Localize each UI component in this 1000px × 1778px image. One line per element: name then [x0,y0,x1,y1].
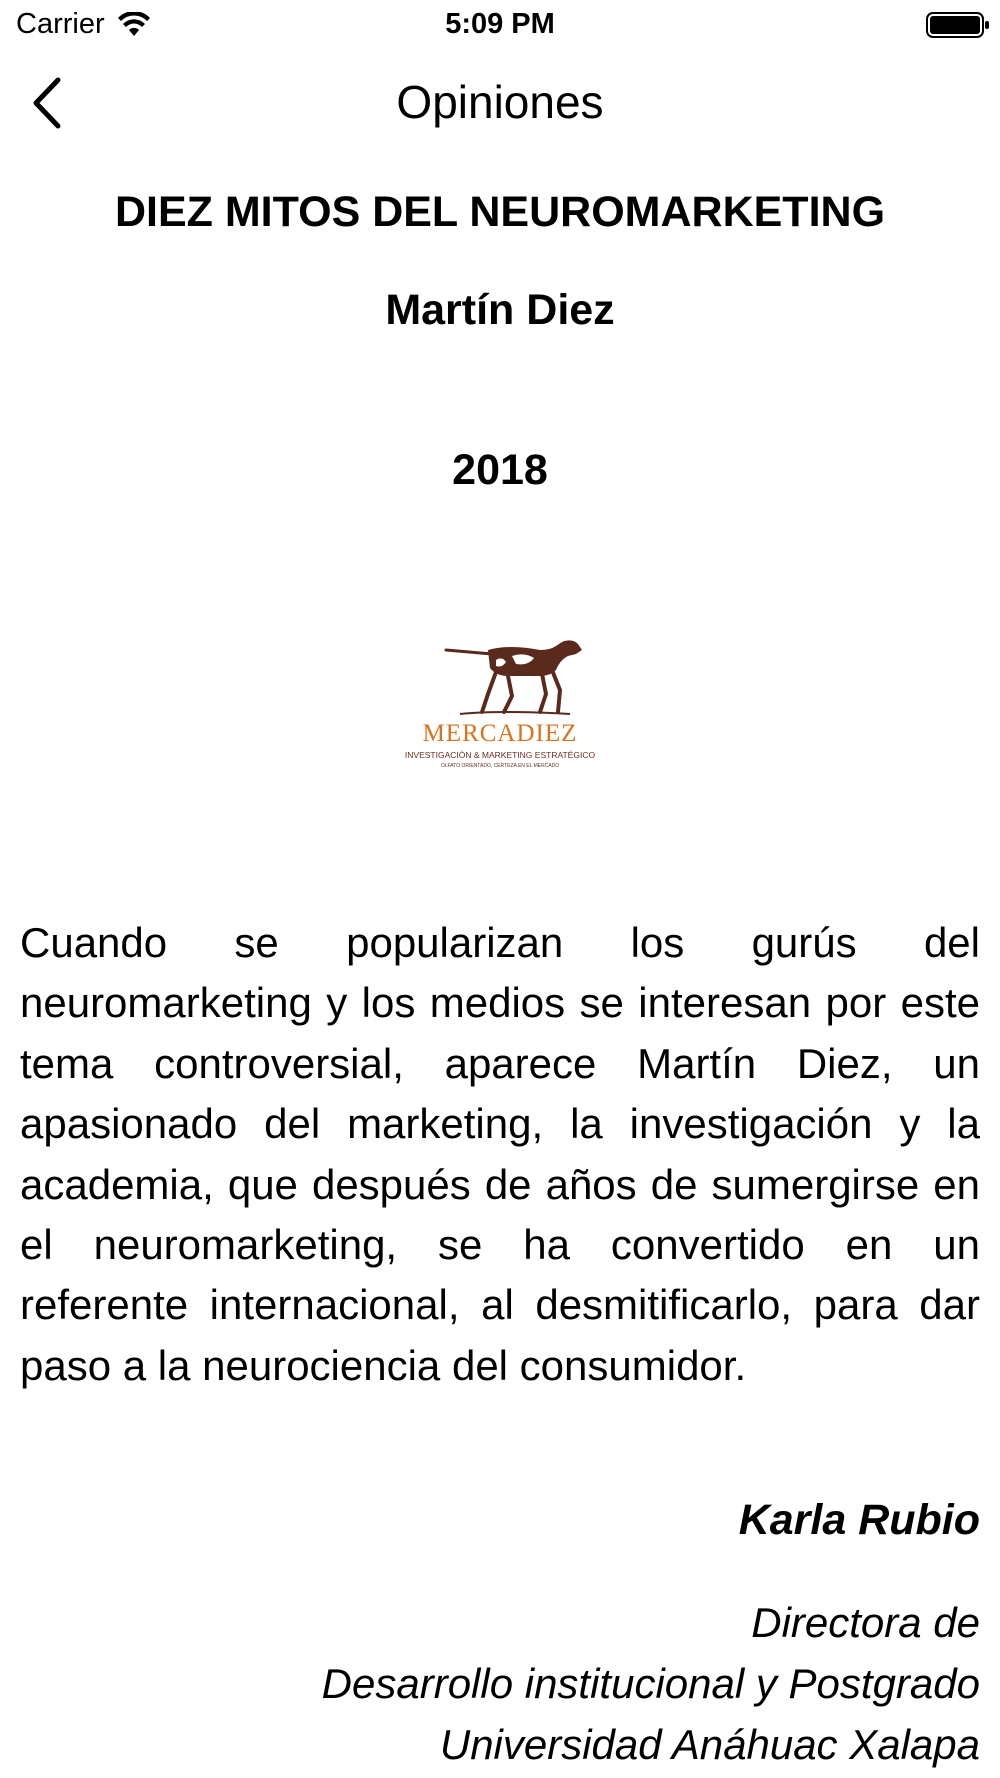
logo-brand-name: MERCADIEZ [422,720,578,747]
mercadiez-logo [400,636,600,774]
carrier-label: Carrier [16,8,105,40]
affiliation-line: Universidad Anáhuac Xalapa [439,1721,980,1768]
battery-icon [926,12,990,38]
status-bar [0,0,1000,50]
logo-subtitle: INVESTIGACIÓN & MARKETING ESTRATÉGICO [404,750,596,760]
reviewer-affiliation [322,1592,980,1775]
status-time: 5:09 PM [445,8,555,40]
logo-tagline: OLFATO ORIENTADO, CERTEZA EN EL MERCADO [440,763,560,769]
navigation-bar [0,50,1000,160]
pointer-dog-icon [400,636,600,720]
affiliation-line: Desarrollo institucional y Postgrado [321,1660,980,1707]
document-title: DIEZ MITOS DEL NEUROMARKETING [114,188,886,236]
document-author: Martín Diez [385,286,615,334]
affiliation-line: Directora de [751,1599,980,1646]
document-year: 2018 [452,446,548,494]
reviewer-name: Karla Rubio [738,1496,980,1544]
nav-title: Opiniones [396,76,604,128]
review-text: Cuando se popularizan los gurús del neuromarketing y los medios se interesan por este tema controversial, aparece Martín Diez, un apasionado del marketing, la investigación y la academia, que después de años de sumergirse en el neuromarketing, se ha convertido en un referente internacional, al desmitificarlo, para dar paso a la neurociencia del consumidor. [20,919,980,1389]
